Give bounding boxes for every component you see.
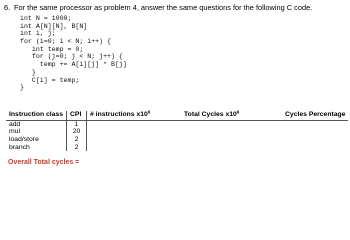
code-line: for (i=0; i < N; i++) { [20,38,112,46]
instruction-table [6,111,348,151]
cell-total-cycles [181,120,282,128]
header-instructions-exponent: 6 [147,109,151,115]
code-line: for (j=0; j < N; j++) { [20,53,123,61]
code-line: } [20,68,36,76]
cell-cycles-percentage [282,120,348,128]
cell-cycles-percentage [282,128,348,136]
cell-cpi: 2 [67,144,87,152]
code-line: temp += A[i][j] * B[j] [20,61,127,69]
code-block [20,15,127,92]
table-row [6,120,348,128]
header-instructions-label: # instructions x10 [90,111,148,118]
table-row [6,144,348,152]
question-number: 6. [4,3,11,12]
code-line: int i, j; [20,30,56,38]
cell-instructions [87,136,182,144]
table-row [6,128,348,136]
cell-class: mul [6,128,67,136]
header-total-cycles-label: Total Cycles x10 [184,111,237,118]
header-total-cycles-exponent: 6 [236,109,240,115]
overall-total-cycles-label: Overall Total cycles = [8,159,80,166]
question-heading [4,3,348,12]
header-cycles-percentage: Cycles Percentage [282,111,348,120]
cell-class: branch [6,144,67,152]
code-line: } [20,84,24,92]
cell-instructions [87,144,182,152]
cell-cpi: 1 [67,120,87,128]
cell-cycles-percentage [282,144,348,152]
cell-total-cycles [181,136,282,144]
cell-instructions [87,128,182,136]
code-line: int A[N][N], B[N] [20,22,88,30]
header-total-cycles [181,111,282,120]
cell-instructions [87,120,182,128]
code-line: C[i] = temp; [20,76,80,84]
header-instruction-class: Instruction class [6,111,67,120]
table-header-row [6,111,348,120]
cell-total-cycles [181,128,282,136]
question-text: For the same processor as problem 4, answer the same questions for the following C code. [14,3,313,12]
cell-cpi: 20 [67,128,87,136]
cell-class: load/store [6,136,67,144]
code-line: int temp = 0; [20,45,84,53]
cell-total-cycles [181,144,282,152]
header-cpi: CPI [67,111,87,120]
cell-cpi: 2 [67,136,87,144]
table-row [6,136,348,144]
cell-class: add [6,120,67,128]
cell-cycles-percentage [282,136,348,144]
code-line: int N = 1000; [20,15,72,22]
header-instructions [87,111,182,120]
